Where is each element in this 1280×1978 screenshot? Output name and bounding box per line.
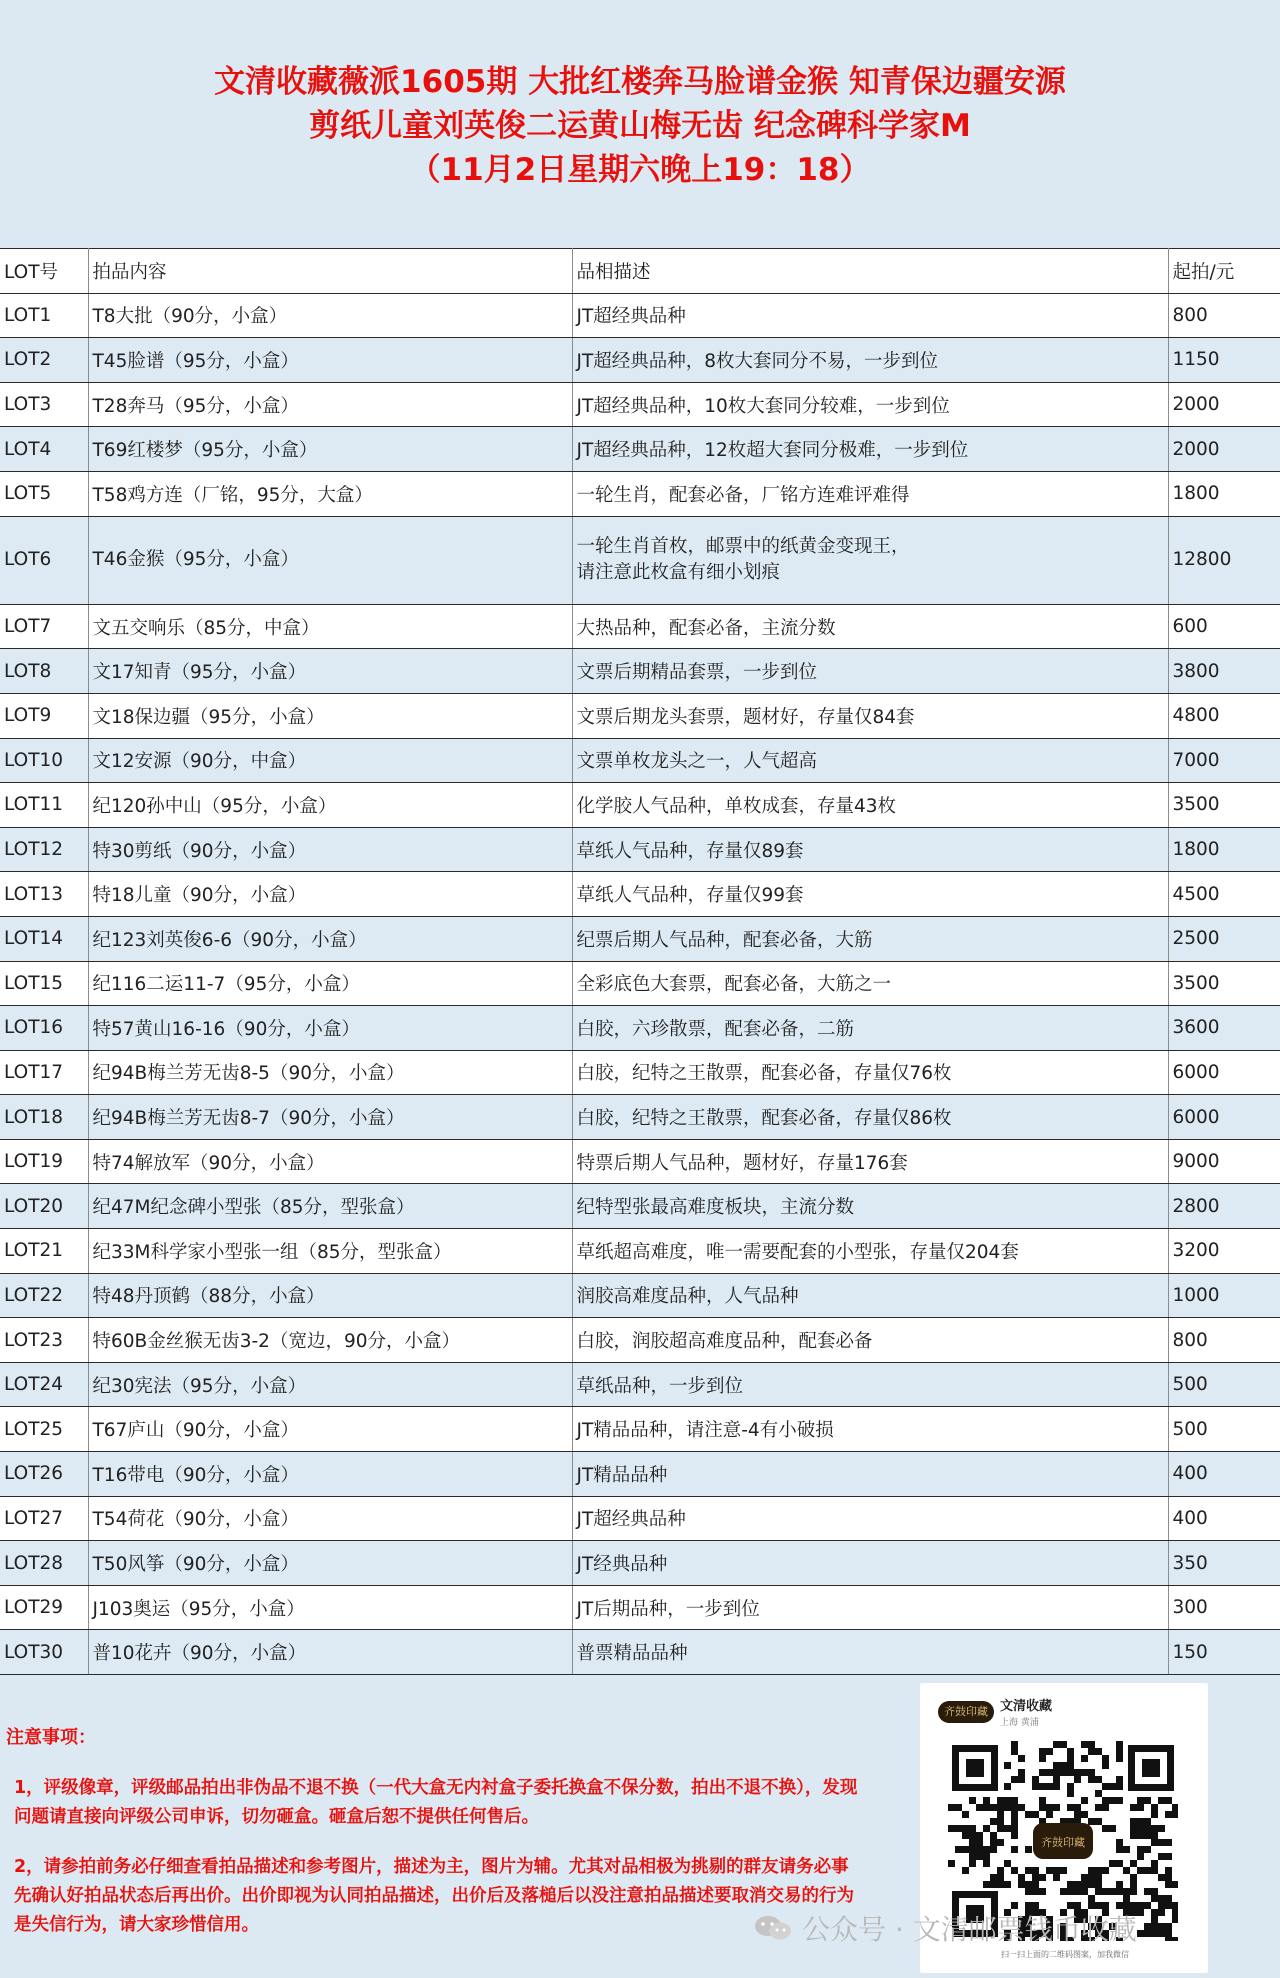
condition-text: JT经典品种 bbox=[576, 1554, 668, 1576]
condition-cell bbox=[572, 783, 1168, 828]
table-row bbox=[0, 1496, 1280, 1541]
condition-text: 草纸人气品种，存量仅99套 bbox=[576, 885, 804, 907]
lot-number-cell: LOT10 bbox=[0, 738, 88, 783]
item-content-cell: 特18儿童（90分，小盒） bbox=[88, 872, 572, 917]
condition-text: 润胶高难度品种，人气品种 bbox=[576, 1286, 799, 1308]
table-row bbox=[0, 1318, 1280, 1363]
page-title-date: （11月2日星期六晚上19：18） bbox=[409, 152, 871, 188]
condition-text: 普票精品品种 bbox=[576, 1643, 688, 1665]
starting-price-cell: 2000 bbox=[1168, 427, 1280, 472]
item-content-cell: 特48丹顶鹤（88分，小盒） bbox=[88, 1273, 572, 1318]
lot-number-cell: LOT12 bbox=[0, 827, 88, 872]
notice-item-2: 2，请参拍前务必仔细查看拍品描述和参考图片，描述为主，图片为辅。尤其对品相极为挑剔的群友请务必事先确认好拍品状态后再出价。出价即视为认同拍品描述，出价后及落槌后以没注意拍品描述要取消交易的行为是失信行为，请大家珍惜信用。 bbox=[14, 1857, 854, 1935]
lot-number-cell: LOT21 bbox=[0, 1229, 88, 1274]
starting-price-cell: 350 bbox=[1168, 1541, 1280, 1586]
condition-cell bbox=[572, 916, 1168, 961]
condition-cell bbox=[572, 1050, 1168, 1095]
condition-cell bbox=[572, 1362, 1168, 1407]
condition-text: 纪特型张最高难度板块，主流分数 bbox=[576, 1197, 855, 1219]
table-row bbox=[0, 604, 1280, 649]
lot-number-cell: LOT29 bbox=[0, 1585, 88, 1630]
table-row bbox=[0, 1452, 1280, 1497]
item-content-cell: 特60B金丝猴无齿3-2（宽边，90分，小盒） bbox=[88, 1318, 572, 1363]
item-content-cell: 纪47M纪念碑小型张（85分，型张盒） bbox=[88, 1184, 572, 1229]
condition-text: 白胶，润胶超高难度品种，配套必备 bbox=[576, 1331, 873, 1353]
starting-price-cell: 1800 bbox=[1168, 827, 1280, 872]
lot-number-cell: LOT19 bbox=[0, 1139, 88, 1184]
lot-number-cell: LOT27 bbox=[0, 1496, 88, 1541]
item-content-cell: T50风筝（90分，小盒） bbox=[88, 1541, 572, 1586]
auction-table bbox=[0, 248, 1280, 1675]
header-banner bbox=[0, 0, 1280, 248]
starting-price-cell: 500 bbox=[1168, 1362, 1280, 1407]
page-title-line-1: 文清收藏薇派1605期 大批红楼奔马脸谱金猴 知青保边疆安源 bbox=[214, 64, 1066, 100]
lot-number-cell: LOT22 bbox=[0, 1273, 88, 1318]
table-row bbox=[0, 1006, 1280, 1051]
item-content-cell: 纪120孙中山（95分，小盒） bbox=[88, 783, 572, 828]
starting-price-cell: 4500 bbox=[1168, 872, 1280, 917]
condition-cell bbox=[572, 827, 1168, 872]
lot-number-cell: LOT30 bbox=[0, 1630, 88, 1675]
table-row bbox=[0, 693, 1280, 738]
item-content-cell: T67庐山（90分，小盒） bbox=[88, 1407, 572, 1452]
condition-text: 特票后期人气品种，题材好，存量176套 bbox=[576, 1152, 908, 1174]
lot-number-cell: LOT15 bbox=[0, 961, 88, 1006]
starting-price-cell: 1150 bbox=[1168, 338, 1280, 383]
condition-cell bbox=[572, 1585, 1168, 1630]
qr-caption: 扫一扫上面的二维码图案，加我微信 bbox=[1001, 1950, 1129, 1959]
column-header-condition: 品相描述 bbox=[572, 249, 1168, 294]
lot-number-cell: LOT25 bbox=[0, 1407, 88, 1452]
table-row bbox=[0, 1050, 1280, 1095]
brand-logo: 齐鼓印藏 bbox=[938, 1701, 994, 1723]
condition-text: 白胶，纪特之王散票，配套必备，存量仅76枚 bbox=[576, 1063, 952, 1085]
condition-cell bbox=[572, 1184, 1168, 1229]
item-content-cell: 文五交响乐（85分，中盒） bbox=[88, 604, 572, 649]
item-content-cell: T46金猴（95分，小盒） bbox=[88, 516, 572, 604]
condition-cell bbox=[572, 1541, 1168, 1586]
lot-number-cell: LOT13 bbox=[0, 872, 88, 917]
condition-cell bbox=[572, 1318, 1168, 1363]
condition-text: 化学胶人气品种，单枚成套，存量43枚 bbox=[576, 795, 897, 817]
table-row bbox=[0, 827, 1280, 872]
condition-text: 草纸超高难度，唯一需要配套的小型张，存量仅204套 bbox=[576, 1241, 1019, 1263]
starting-price-cell: 1800 bbox=[1168, 471, 1280, 516]
table-row bbox=[0, 471, 1280, 516]
lot-number-cell: LOT4 bbox=[0, 427, 88, 472]
notice-item-1: 1，评级像章，评级邮品拍出非伪品不退不换（一代大盒无内衬盒子委托换盒不保分数，拍出不退不换），发现问题请直接向评级公司申诉，切勿砸盒。砸盒后恕不提供任何售后。 bbox=[14, 1778, 858, 1827]
starting-price-cell: 3500 bbox=[1168, 783, 1280, 828]
starting-price-cell: 3600 bbox=[1168, 1006, 1280, 1051]
item-content-cell: 纪33M科学家小型张一组（85分，型张盒） bbox=[88, 1229, 572, 1274]
condition-text-line-2: 请注意此枚盒有细小划痕 bbox=[576, 562, 781, 584]
column-header-item: 拍品内容 bbox=[88, 249, 572, 294]
condition-cell bbox=[572, 382, 1168, 427]
condition-cell bbox=[572, 471, 1168, 516]
condition-text: JT精品品种，请注意-4有小破损 bbox=[576, 1420, 834, 1442]
condition-cell bbox=[572, 1407, 1168, 1452]
condition-cell bbox=[572, 604, 1168, 649]
item-content-cell: 特74解放军（90分，小盒） bbox=[88, 1139, 572, 1184]
condition-text: 一轮生肖首枚，邮票中的纸黄金变现王， bbox=[576, 536, 910, 558]
condition-cell bbox=[572, 1095, 1168, 1140]
table-row bbox=[0, 872, 1280, 917]
starting-price-cell: 600 bbox=[1168, 604, 1280, 649]
starting-price-cell: 3500 bbox=[1168, 961, 1280, 1006]
starting-price-cell: 150 bbox=[1168, 1630, 1280, 1675]
item-content-cell: T58鸡方连（厂铭，95分，大盒） bbox=[88, 471, 572, 516]
condition-text: 文票单枚龙头之一，人气超高 bbox=[576, 751, 818, 773]
table-row bbox=[0, 1407, 1280, 1452]
condition-text: JT超经典品种，12枚超大套同分极难，一步到位 bbox=[576, 440, 969, 462]
item-content-cell: 特57黄山16-16（90分，小盒） bbox=[88, 1006, 572, 1051]
lot-number-cell: LOT5 bbox=[0, 471, 88, 516]
lot-number-cell: LOT2 bbox=[0, 338, 88, 383]
wechat-icon bbox=[752, 1913, 794, 1943]
table-row bbox=[0, 1184, 1280, 1229]
table-row bbox=[0, 1585, 1280, 1630]
starting-price-cell: 12800 bbox=[1168, 516, 1280, 604]
starting-price-cell: 800 bbox=[1168, 1318, 1280, 1363]
condition-text: 草纸品种，一步到位 bbox=[576, 1375, 744, 1397]
item-content-cell: 普10花卉（90分，小盒） bbox=[88, 1630, 572, 1675]
table-row bbox=[0, 1139, 1280, 1184]
condition-cell bbox=[572, 1006, 1168, 1051]
item-content-cell: 纪30宪法（95分，小盒） bbox=[88, 1362, 572, 1407]
item-content-cell: 文12安源（90分，中盒） bbox=[88, 738, 572, 783]
condition-text: JT超经典品种 bbox=[576, 306, 686, 328]
table-row bbox=[0, 1095, 1280, 1140]
condition-cell bbox=[572, 427, 1168, 472]
condition-text: 白胶，六珍散票，配套必备，二筋 bbox=[576, 1018, 855, 1040]
condition-text: 一轮生肖，配套必备，厂铭方连难评难得 bbox=[576, 484, 910, 506]
lot-number-cell: LOT16 bbox=[0, 1006, 88, 1051]
lot-number-cell: LOT6 bbox=[0, 516, 88, 604]
page-title-line-2: 剪纸儿童刘英俊二运黄山梅无齿 纪念碑科学家M bbox=[309, 108, 971, 144]
table-row bbox=[0, 916, 1280, 961]
condition-cell bbox=[572, 293, 1168, 338]
table-row bbox=[0, 1630, 1280, 1675]
item-content-cell: T28奔马（95分，小盒） bbox=[88, 382, 572, 427]
starting-price-cell: 6000 bbox=[1168, 1050, 1280, 1095]
table-row bbox=[0, 1541, 1280, 1586]
qr-center-logo: 齐鼓印藏 bbox=[1041, 1836, 1085, 1849]
item-content-cell: 特30剪纸（90分，小盒） bbox=[88, 827, 572, 872]
table-row bbox=[0, 961, 1280, 1006]
table-row bbox=[0, 1273, 1280, 1318]
condition-cell bbox=[572, 1452, 1168, 1497]
starting-price-cell: 500 bbox=[1168, 1407, 1280, 1452]
condition-cell bbox=[572, 649, 1168, 694]
item-content-cell: 纪123刘英俊6-6（90分，小盒） bbox=[88, 916, 572, 961]
item-content-cell: 纪94B梅兰芳无齿8-5（90分，小盒） bbox=[88, 1050, 572, 1095]
table-row bbox=[0, 649, 1280, 694]
table-row bbox=[0, 382, 1280, 427]
lot-number-cell: LOT11 bbox=[0, 783, 88, 828]
condition-text: JT精品品种 bbox=[576, 1464, 668, 1486]
condition-cell bbox=[572, 1496, 1168, 1541]
item-content-cell: T8大批（90分，小盒） bbox=[88, 293, 572, 338]
table-row bbox=[0, 516, 1280, 604]
condition-text: 纪票后期人气品种，配套必备，大筋 bbox=[576, 929, 873, 951]
item-content-cell: 纪116二运11-7（95分，小盒） bbox=[88, 961, 572, 1006]
starting-price-cell: 4800 bbox=[1168, 693, 1280, 738]
starting-price-cell: 300 bbox=[1168, 1585, 1280, 1630]
lot-number-cell: LOT8 bbox=[0, 649, 88, 694]
condition-cell bbox=[572, 872, 1168, 917]
starting-price-cell: 800 bbox=[1168, 293, 1280, 338]
table-row bbox=[0, 783, 1280, 828]
starting-price-cell: 7000 bbox=[1168, 738, 1280, 783]
condition-text: 全彩底色大套票，配套必备，大筋之一 bbox=[576, 974, 892, 996]
starting-price-cell: 6000 bbox=[1168, 1095, 1280, 1140]
condition-text: JT后期品种，一步到位 bbox=[576, 1598, 760, 1620]
condition-text: 文票后期精品套票，一步到位 bbox=[576, 662, 818, 684]
condition-text: 文票后期龙头套票，题材好，存量仅84套 bbox=[576, 706, 915, 728]
condition-cell bbox=[572, 338, 1168, 383]
starting-price-cell: 400 bbox=[1168, 1452, 1280, 1497]
condition-cell bbox=[572, 1229, 1168, 1274]
item-content-cell: T69红楼梦（95分，小盒） bbox=[88, 427, 572, 472]
lot-number-cell: LOT24 bbox=[0, 1362, 88, 1407]
lot-number-cell: LOT17 bbox=[0, 1050, 88, 1095]
condition-text: JT超经典品种，8枚大套同分不易，一步到位 bbox=[576, 350, 939, 372]
condition-cell bbox=[572, 1630, 1168, 1675]
starting-price-cell: 9000 bbox=[1168, 1139, 1280, 1184]
condition-cell bbox=[572, 693, 1168, 738]
condition-cell bbox=[572, 1139, 1168, 1184]
table-header-row bbox=[0, 249, 1280, 294]
lot-number-cell: LOT9 bbox=[0, 693, 88, 738]
condition-text: JT超经典品种 bbox=[576, 1509, 686, 1531]
starting-price-cell: 400 bbox=[1168, 1496, 1280, 1541]
item-content-cell: 文18保边疆（95分，小盒） bbox=[88, 693, 572, 738]
starting-price-cell: 2000 bbox=[1168, 382, 1280, 427]
starting-price-cell: 1000 bbox=[1168, 1273, 1280, 1318]
lot-number-cell: LOT3 bbox=[0, 382, 88, 427]
qr-account-name: 文清收藏 bbox=[1000, 1699, 1053, 1714]
lot-number-cell: LOT26 bbox=[0, 1452, 88, 1497]
lot-number-cell: LOT14 bbox=[0, 916, 88, 961]
starting-price-cell: 2500 bbox=[1168, 916, 1280, 961]
item-content-cell: T54荷花（90分，小盒） bbox=[88, 1496, 572, 1541]
condition-cell bbox=[572, 516, 1168, 604]
lot-number-cell: LOT23 bbox=[0, 1318, 88, 1363]
table-row bbox=[0, 1229, 1280, 1274]
item-content-cell: T16带电（90分，小盒） bbox=[88, 1452, 572, 1497]
starting-price-cell: 2800 bbox=[1168, 1184, 1280, 1229]
lot-number-cell: LOT1 bbox=[0, 293, 88, 338]
lot-number-cell: LOT7 bbox=[0, 604, 88, 649]
watermark-text: 公众号 · 文清邮票钱币收藏 bbox=[802, 1913, 1137, 1946]
column-header-lot: LOT号 bbox=[0, 249, 88, 294]
starting-price-cell: 3800 bbox=[1168, 649, 1280, 694]
condition-text: 白胶，纪特之王散票，配套必备，存量仅86枚 bbox=[576, 1108, 952, 1130]
condition-cell bbox=[572, 961, 1168, 1006]
lot-number-cell: LOT20 bbox=[0, 1184, 88, 1229]
condition-text: 大热品种，配套必备，主流分数 bbox=[576, 617, 836, 639]
table-row bbox=[0, 293, 1280, 338]
condition-cell bbox=[572, 738, 1168, 783]
item-content-cell: T45脸谱（95分，小盒） bbox=[88, 338, 572, 383]
starting-price-cell: 3200 bbox=[1168, 1229, 1280, 1274]
column-header-price: 起拍/元 bbox=[1168, 249, 1280, 294]
table-row bbox=[0, 738, 1280, 783]
condition-cell bbox=[572, 1273, 1168, 1318]
notice-title: 注意事项： bbox=[6, 1727, 96, 1748]
table-row bbox=[0, 1362, 1280, 1407]
table-row bbox=[0, 338, 1280, 383]
lot-number-cell: LOT28 bbox=[0, 1541, 88, 1586]
qr-location: 上海 黄浦 bbox=[1000, 1718, 1039, 1728]
table-row bbox=[0, 427, 1280, 472]
condition-text: JT超经典品种，10枚大套同分较难，一步到位 bbox=[576, 395, 950, 417]
item-content-cell: 文17知青（95分，小盒） bbox=[88, 649, 572, 694]
condition-text: 草纸人气品种，存量仅89套 bbox=[576, 840, 804, 862]
item-content-cell: 纪94B梅兰芳无齿8-7（90分，小盒） bbox=[88, 1095, 572, 1140]
item-content-cell: J103奥运（95分，小盒） bbox=[88, 1585, 572, 1630]
lot-number-cell: LOT18 bbox=[0, 1095, 88, 1140]
